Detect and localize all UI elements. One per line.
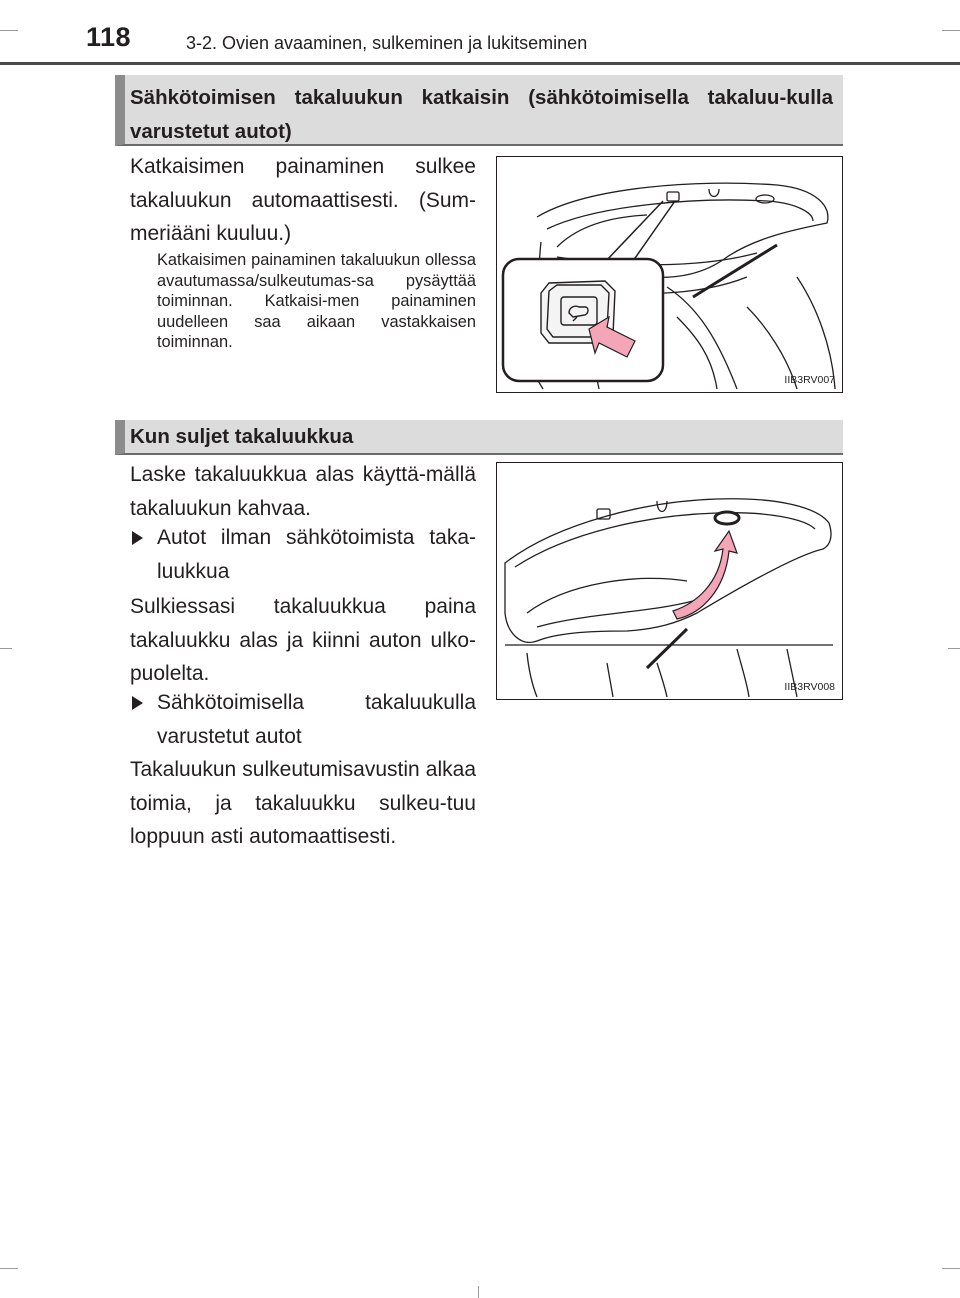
crop-mark [948,648,960,649]
curved-arrow-icon [673,531,737,619]
figure-code: IIB3RV007 [784,374,835,386]
header-rule [0,62,960,65]
triangle-bullet-icon [132,696,143,710]
figure-tailgate-handle [496,462,843,700]
section-heading-switch: Sähkötoimisen takaluukun katkaisin (sähkötoimisella takaluu-kulla varustetut autot) [115,75,843,146]
manual-closing-text: Sulkiessasi takaluukkua paina takaluukku alas ja kiinni auton ulko-puolelta. [130,595,476,685]
bullet-power-tailgate: Sähkötoimisella takaluukulla varustetut autot [130,686,476,753]
crop-mark [0,30,18,31]
crop-mark [478,1286,479,1298]
switch-description: Katkaisimen painaminen sulkee takaluukun automaattisesti. (Sum-meriääni kuuluu.) [130,155,476,245]
switch-note: Katkaisimen painaminen takaluukun ollessa avautumassa/sulkeutumas-sa pysäyttää toiminnan. Katkaisi-men painaminen uudelleen saa aikaan vastakkaisen toiminnan. [157,251,476,351]
section-heading-closing: Kun suljet takaluukkua [115,420,843,455]
crop-mark [0,1268,18,1269]
crop-mark [0,648,12,649]
figure-tailgate-switch [496,156,843,393]
crop-mark [942,30,960,31]
closing-intro: Laske takaluukkua alas käyttä-mällä takaluukun kahvaa. [130,463,476,520]
power-closing-text: Takaluukun sulkeutumisavustin alkaa toimia, ja takaluukku sulkeu-tuu loppuun asti automaattisesti. [130,758,476,848]
figure-code: IIB3RV008 [784,681,835,693]
page-number: 118 [86,22,132,52]
bullet-manual-tailgate: Autot ilman sähkötoimista taka-luukkua [130,521,476,588]
running-title: 3-2. Ovien avaaminen, sulkeminen ja lukitseminen [186,33,588,53]
tailgate-switch-illustration [497,157,841,391]
triangle-bullet-icon [132,531,143,545]
crop-mark [942,1268,960,1269]
tailgate-handle-illustration [497,463,841,698]
